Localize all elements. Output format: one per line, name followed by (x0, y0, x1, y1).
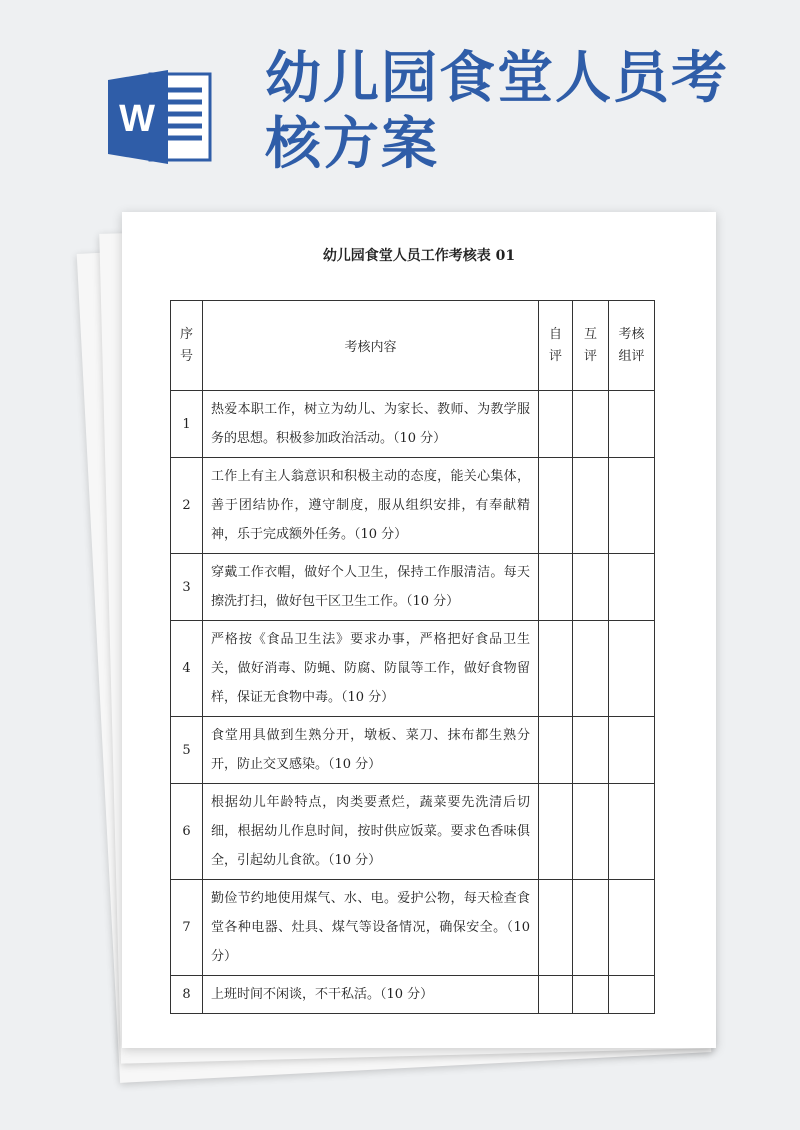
group-score-cell[interactable] (609, 458, 655, 554)
row-number: 7 (171, 880, 203, 976)
row-number: 4 (171, 621, 203, 717)
group-score-cell[interactable] (609, 880, 655, 976)
peer-score-cell[interactable] (573, 554, 609, 621)
group-score-cell[interactable] (609, 554, 655, 621)
row-number: 6 (171, 784, 203, 880)
row-number: 1 (171, 391, 203, 458)
self-score-cell[interactable] (539, 880, 573, 976)
row-content: 工作上有主人翁意识和积极主动的态度，能关心集体，善于团结协作，遵守制度，服从组织安排，有奉献精神，乐于完成额外任务。（10 分） (203, 458, 539, 554)
evaluation-table (170, 300, 655, 1014)
header-self: 自评 (539, 301, 573, 391)
self-score-cell[interactable] (539, 458, 573, 554)
header-no: 序号 (171, 301, 203, 391)
self-score-cell[interactable] (539, 554, 573, 621)
self-score-cell[interactable] (539, 621, 573, 717)
header-peer: 互评 (573, 301, 609, 391)
banner-title: 幼儿园食堂人员考核方案 (265, 46, 729, 177)
row-content: 穿戴工作衣帽，做好个人卫生，保持工作服清洁。每天擦洗打扫，做好包干区卫生工作。（10 分） (203, 554, 539, 621)
self-score-cell[interactable] (539, 976, 573, 1014)
row-content: 热爱本职工作，树立为幼儿、为家长、教师、为教学服务的思想。积极参加政治活动。（10 分） (203, 391, 539, 458)
document-title: 幼儿园食堂人员工作考核表 01 (322, 248, 516, 264)
table-header-row (171, 301, 655, 391)
peer-score-cell[interactable] (573, 880, 609, 976)
peer-score-cell[interactable] (573, 784, 609, 880)
self-score-cell[interactable] (539, 391, 573, 458)
peer-score-cell[interactable] (573, 391, 609, 458)
row-content: 食堂用具做到生熟分开，墩板、菜刀、抹布都生熟分开，防止交叉感染。（10 分） (203, 717, 539, 784)
table-row (171, 554, 655, 621)
peer-score-cell[interactable] (573, 717, 609, 784)
group-score-cell[interactable] (609, 391, 655, 458)
row-number: 8 (171, 976, 203, 1014)
self-score-cell[interactable] (539, 784, 573, 880)
header-content: 考核内容 (203, 301, 539, 391)
document-page (122, 212, 716, 1048)
peer-score-cell[interactable] (573, 976, 609, 1014)
row-content: 上班时间不闲谈，不干私活。（10 分） (203, 976, 539, 1014)
row-content: 根据幼儿年龄特点，肉类要煮烂，蔬菜要先洗清后切细，根据幼儿作息时间，按时供应饭菜。要求色香味俱全，引起幼儿食欲。（10 分） (203, 784, 539, 880)
group-score-cell[interactable] (609, 621, 655, 717)
row-content: 勤俭节约地使用煤气、水、电。爱护公物，每天检查食堂各种电器、灶具、煤气等设备情况，确保安全。（10 分） (203, 880, 539, 976)
row-number: 2 (171, 458, 203, 554)
peer-score-cell[interactable] (573, 621, 609, 717)
table-row (171, 621, 655, 717)
header-group: 考核组评 (609, 301, 655, 391)
table-row (171, 976, 655, 1014)
row-number: 5 (171, 717, 203, 784)
group-score-cell[interactable] (609, 717, 655, 784)
table-row (171, 458, 655, 554)
table-row (171, 391, 655, 458)
table-row (171, 784, 655, 880)
row-content: 严格按《食品卫生法》要求办事，严格把好食品卫生关，做好消毒、防蝇、防腐、防鼠等工作，做好食物留样，保证无食物中毒。（10 分） (203, 621, 539, 717)
peer-score-cell[interactable] (573, 458, 609, 554)
logo-letter: W (119, 98, 155, 140)
row-number: 3 (171, 554, 203, 621)
group-score-cell[interactable] (609, 976, 655, 1014)
table-row (171, 717, 655, 784)
word-document-icon (108, 68, 212, 166)
self-score-cell[interactable] (539, 717, 573, 784)
table-row (171, 880, 655, 976)
group-score-cell[interactable] (609, 784, 655, 880)
